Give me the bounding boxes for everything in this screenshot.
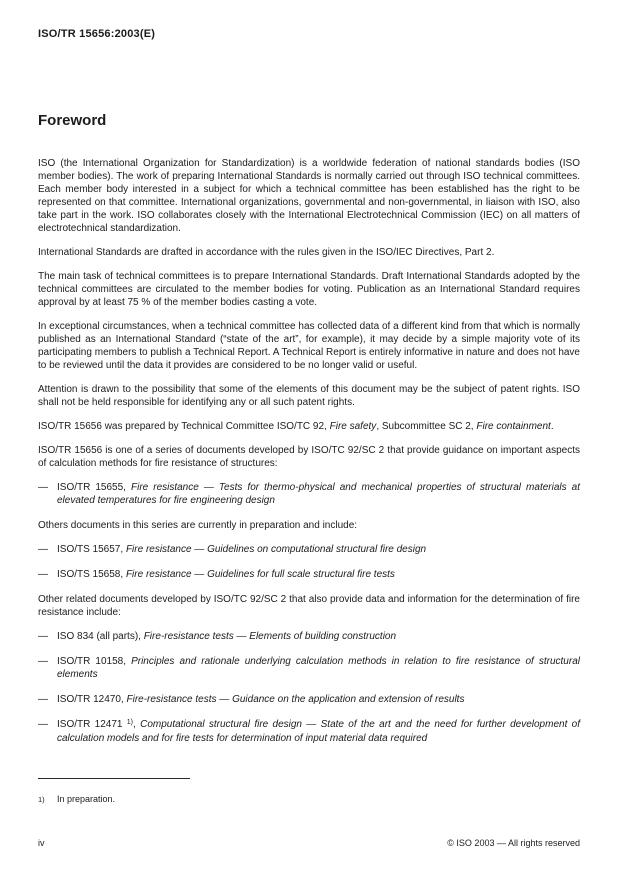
text-segment: ISO/TR 15656 was prepared by Technical Committee ISO/TC 92, [38, 421, 330, 432]
list-dash: — [38, 719, 48, 730]
text-segment: ISO/TR 15656 is one of a series of documents developed by ISO/TC 92/SC 2 that provide guidance on important aspects of calculation methods for fire resistance of structures: [38, 445, 580, 469]
paragraph [38, 270, 580, 309]
text-segment: Fire resistance — Tests for thermo-physical and mechanical properties of structural materials at elevated temperatures for fire engineering design [57, 482, 580, 506]
document-content [38, 112, 580, 757]
list-item [38, 718, 580, 745]
text-segment: Principles and rationale underlying calculation methods in relation to fire resistance of structural elements [57, 656, 580, 680]
text-segment: . [550, 421, 554, 432]
paragraph [38, 383, 580, 409]
paragraph [38, 519, 580, 532]
text-segment: ISO/TR 15655, [57, 482, 131, 493]
document-blocks [38, 157, 580, 745]
footnote-marker: 1) [38, 795, 45, 804]
list-dash: — [38, 482, 48, 493]
footer-copyright: © ISO 2003 — All rights reserved [447, 838, 580, 848]
list-item [38, 481, 580, 507]
text-segment: Other related documents developed by ISO/TC 92/SC 2 that also provide data and information for the determination of fire resistance include: [38, 594, 580, 618]
page-footer [38, 838, 580, 848]
list-item [38, 543, 580, 556]
document-reference-header: ISO/TR 15656:2003(E) [38, 28, 156, 40]
text-segment: , Subcommittee SC 2, [376, 421, 477, 432]
text-segment: ISO 834 (all parts), [57, 631, 144, 642]
text-segment: Fire containment [476, 421, 551, 432]
list-item [38, 630, 580, 643]
text-segment: The main task of technical committees is to prepare International Standards. Draft International Standards adopted by the technical committees are circulated to the member bodies for voting. Publication as an International Standard requires approval by at least 75 % of the member bodies casting a vote. [38, 271, 580, 308]
text-segment: Attention is drawn to the possibility that some of the elements of this document may be the subject of patent rights. ISO shall not be held responsible for identifying any or all such patent rights. [38, 384, 580, 408]
footnote-area [38, 778, 580, 806]
text-segment: Computational structural fire design — State of the art and the need for further development of calculation models and for fire tests for determination of input material data required [57, 719, 580, 744]
footnote-text: In preparation. [57, 794, 116, 804]
text-segment: Fire resistance — Guidelines for full scale structural fire tests [125, 569, 395, 580]
text-segment: ISO/TS 15657, [57, 544, 126, 555]
footnote [38, 793, 580, 806]
list-dash: — [38, 544, 48, 555]
list-dash: — [38, 656, 48, 667]
list-item [38, 693, 580, 706]
text-segment: International Standards are drafted in accordance with the rules given in the ISO/IEC Directives, Part 2. [38, 247, 495, 258]
paragraph [38, 420, 580, 433]
text-segment: In exceptional circumstances, when a technical committee has collected data of a different kind from that which is normally published as an International Standard (“state of the art”, for example), it may decide by a simple majority vote of its participating members to publish a Technical Report. A Technical Report is entirely informative in nature and does not have to be reviewed until the data it provides are considered to be no longer valid or useful. [38, 321, 580, 371]
paragraph [38, 157, 580, 235]
text-segment: ISO/TS 15658, [57, 569, 126, 580]
text-segment: , [133, 719, 141, 730]
list-dash: — [38, 569, 48, 580]
text-segment: ISO/TR 10158, [57, 656, 132, 667]
paragraph [38, 246, 580, 259]
text-segment: ISO/TR 12471 [57, 719, 127, 730]
list-dash: — [38, 694, 48, 705]
list-item [38, 568, 580, 581]
text-segment: Fire resistance — Guidelines on computational structural fire design [125, 544, 427, 555]
paragraph [38, 444, 580, 470]
list-item [38, 655, 580, 681]
footnote-separator-rule [38, 778, 190, 779]
footer-page-number: iv [38, 838, 45, 848]
text-segment: Fire-resistance tests — Elements of building construction [143, 631, 397, 642]
text-segment: Fire safety [329, 421, 377, 432]
text-segment: ISO (the International Organization for Standardization) is a worldwide federation of national standards bodies (ISO member bodies). The work of preparing International Standards is normally carried out through ISO technical committees. Each member body interested in a subject for which a technical committee has been established has the right to be represented on that committee. International organizations, governmental and non-governmental, in liaison with ISO, also take part in the work. ISO collaborates closely with the International Electrotechnical Commission (IEC) on all matters of electrotechnical standardization. [38, 158, 580, 234]
page-title: Foreword [38, 112, 107, 129]
footnote-reference: 1) [126, 718, 133, 726]
paragraph [38, 593, 580, 619]
text-segment: Others documents in this series are currently in preparation and include: [38, 520, 358, 531]
text-segment: Fire-resistance tests — Guidance on the application and extension of results [126, 694, 465, 705]
paragraph [38, 320, 580, 372]
list-dash: — [38, 631, 48, 642]
text-segment: ISO/TR 12470, [57, 694, 127, 705]
